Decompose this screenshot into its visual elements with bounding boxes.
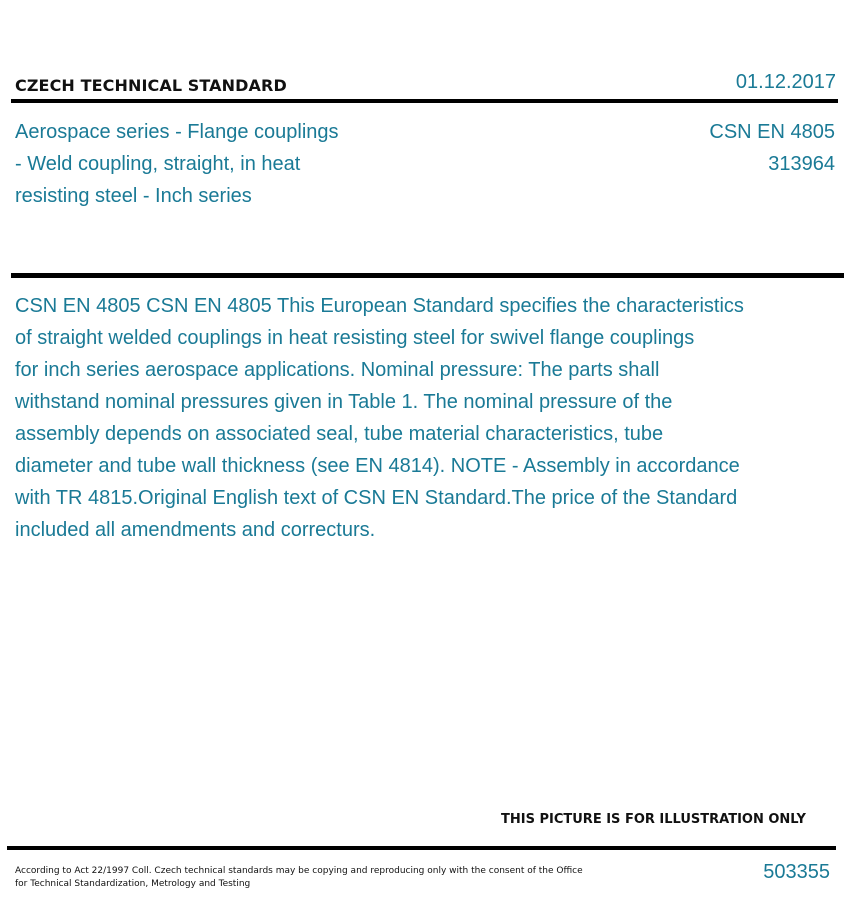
catalog-number: 313964 [768, 153, 835, 175]
standard-title-line: - Weld coupling, straight, in heat [15, 153, 301, 175]
legal-notice-line: for Technical Standardization, Metrology and Testing [15, 879, 251, 889]
standard-title-line: resisting steel - Inch series [15, 185, 252, 207]
legal-notice [15, 865, 583, 891]
description-line: assembly depends on associated seal, tube material characteristics, tube [15, 423, 664, 445]
description-line: with TR 4815.Original English text of CSN EN Standard.The price of the Standard [15, 487, 738, 509]
legal-notice-line: According to Act 22/1997 Coll. Czech technical standards may be copying and reproducing only with the consent of the Office [15, 866, 583, 876]
description-line: of straight welded couplings in heat resisting steel for swivel flange couplings [15, 327, 695, 349]
description-line: included all amendments and correcturs. [15, 519, 376, 541]
description-line: diameter and tube wall thickness (see EN 4814). NOTE - Assembly in accordance [15, 455, 740, 477]
section-rule [11, 273, 844, 278]
description-line: withstand nominal pressures given in Table 1. The nominal pressure of the [15, 391, 673, 413]
description-line: for inch series aerospace applications. Nominal pressure: The parts shall [15, 359, 660, 381]
header-date: 01.12.2017 [735, 71, 836, 93]
standard-codes [709, 116, 835, 180]
document-number: 503355 [763, 861, 830, 883]
illustration-note: THIS PICTURE IS FOR ILLUSTRATION ONLY [501, 812, 806, 827]
description-line: CSN EN 4805 CSN EN 4805 This European Standard specifies the characteristics [15, 295, 744, 317]
header-rule [11, 99, 838, 103]
footer-rule [7, 846, 836, 850]
standard-title-line: Aerospace series - Flange couplings [15, 121, 339, 143]
standard-code: CSN EN 4805 [709, 121, 835, 143]
standard-title [15, 116, 395, 212]
description [15, 290, 835, 546]
header-title: CZECH TECHNICAL STANDARD [15, 76, 287, 95]
